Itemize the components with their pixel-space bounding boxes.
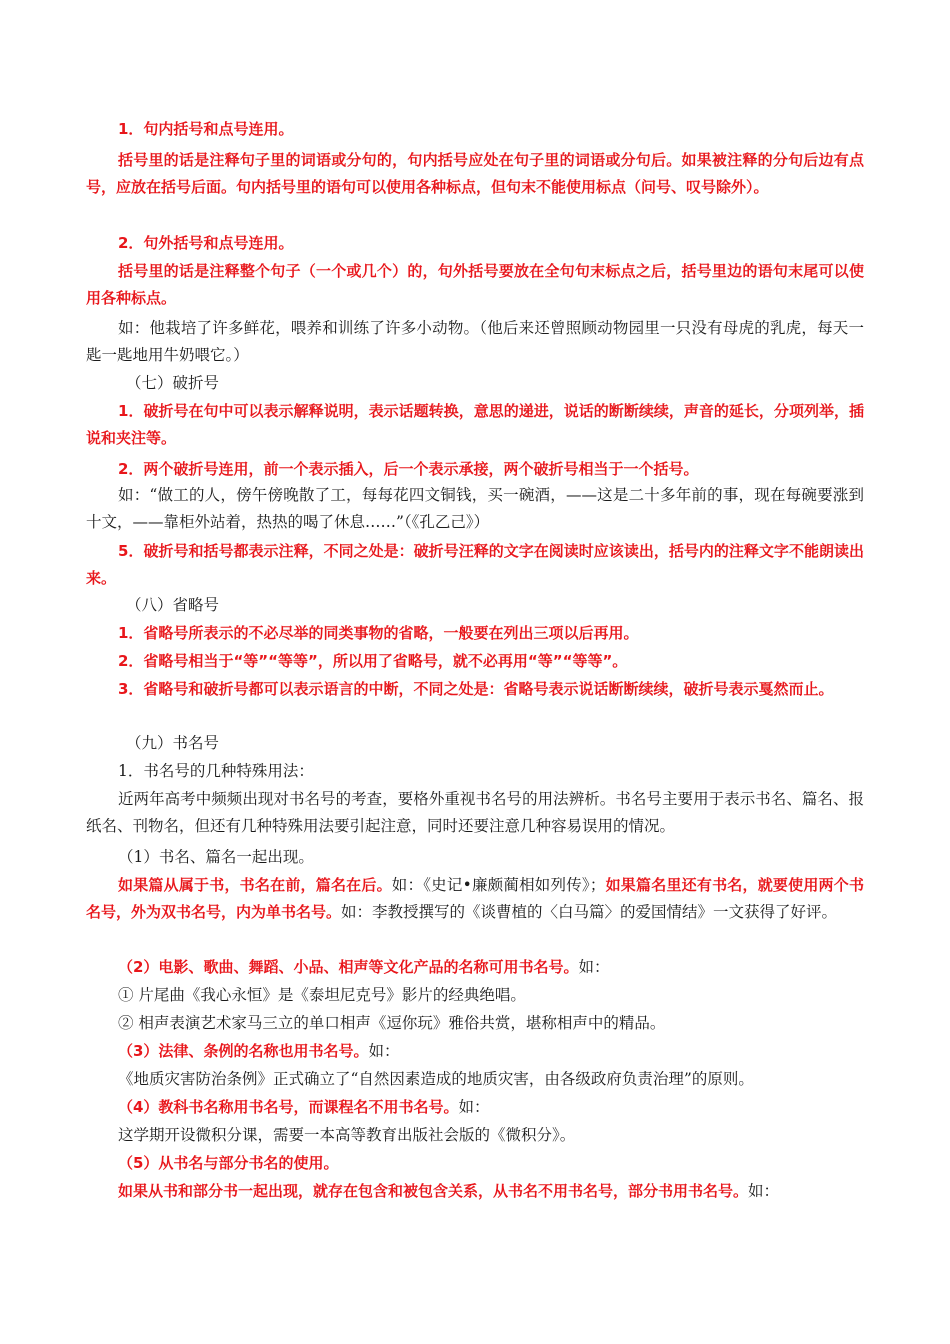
item-2-example-2: ② 相声表演艺术家马三立的单口相声《逗你玩》雅俗共赏，堪称相声中的精品。 [118,1014,666,1032]
item-3-ru: 如： [368,1042,400,1060]
item-1-example-a: 如：《史记•廉颇蔺相如列传》； [391,876,606,894]
paragraph-ellipsis-2: 2．省略号相当于“等”“等等”，所以用了省略号，就不必再用“等”“等等”。 [118,652,628,670]
item-2-example-1: ① 片尾曲《我心永恒》是《泰坦尼克号》影片的经典绝唱。 [118,986,526,1004]
item-1-rule-a: 如果篇从属于书，书名在前，篇名在后。 [118,876,392,894]
example-bracket-outer: 如：他栽培了许多鲜花，喂养和训练了许多小动物。（他后来还曾照顾动物园里一只没有母虎的乳虎，每天一匙一匙地用牛奶喂它。） [86,319,864,364]
item-2-ru: 如： [578,958,610,976]
section-ellipsis-heading: （八）省略号 [126,596,220,614]
heading-bracket-inner: 1．句内括号和点号连用。 [118,120,294,138]
item-4-heading [118,1096,489,1118]
item-2-rule: （2）电影、歌曲、舞蹈、小品、相声等文化产品的名称可用书名号。 [118,958,579,976]
paragraph-item-1 [86,872,864,926]
paragraph-dash-2: 2．两个破折号连用，前一个表示插入，后一个表示承接，两个破折号相当于一个括号。 [118,460,699,478]
item-4-rule: （4）教科书名称用书名号，而课程名不用书名号。 [118,1098,459,1116]
paragraph-bracket-inner: 括号里的话是注释句子里的词语或分句的，句内括号应处在句子里的词语或分句后。如果被注释的分句后边有点号，应放在括号后面。句内括号里的语句可以使用各种标点，但句末不能使用标点（问号、叹号除外）。 [86,151,864,196]
paragraph-ellipsis-3: 3．省略号和破折号都可以表示语言的中断，不同之处是：省略号表示说话断断续续，破折号表示戛然而止。 [118,680,834,698]
example-dash: 如：“做工的人，傍午傍晚散了工，每每花四文铜钱，买一碗酒，——这是二十多年前的事，现在每碗要涨到十文，——靠柜外站着，热热的喝了休息……”（《孔乙己》） [86,486,864,531]
paragraph-dash-5: 5．破折号和括号都表示注释，不同之处是：破折号汪释的文字在阅读时应该读出，括号内的注释文字不能朗读出来。 [86,542,864,587]
paragraph-bracket-outer: 括号里的话是注释整个句子（一个或几个）的，句外括号要放在全句句末标点之后，括号里边的语句末尾可以使用各种标点。 [86,262,864,307]
item-4-example: 这学期开设微积分课，需要一本高等教育出版社会版的《微积分》。 [118,1126,576,1144]
item-5-rule [118,1180,779,1202]
paragraph-ellipsis-1: 1．省略号所表示的不必尽举的同类事物的省略，一般要在列出三项以后再用。 [118,624,639,642]
paragraph-intro-title-marks: 近两年高考中频频出现对书名号的考查，要格外重视书名号的用法辨析。书名号主要用于表示书名、篇名、报纸名、刊物名，但还有几种特殊用法要引起注意，同时还要注意几种容易误用的情况。 [86,790,864,835]
item-1-heading: （1）书名、篇名一起出现。 [118,848,314,866]
item-5-rule-text: 如果从书和部分书一起出现，就存在包含和被包含关系，从书名不用书名号，部分书用书名号。 [118,1182,749,1200]
item-1-rule-b: 如果篇名里还有书名，就要使用两个书名号，外为双书名号，内为单书名号。 [86,876,864,921]
item-3-heading [118,1040,399,1062]
item-4-ru: 如： [458,1098,490,1116]
item-5-ru: 如： [748,1182,780,1200]
section-dash-heading: （七）破折号 [126,374,220,392]
item-2-heading [118,956,609,978]
subheading-special-usage: 1．书名号的几种特殊用法： [118,762,314,780]
section-title-marks-heading: （九）书名号 [126,734,220,752]
item-3-example: 《地质灾害防治条例》正式确立了“自然因素造成的地质灾害，由各级政府负责治理”的原则。 [118,1070,754,1088]
item-3-rule: （3）法律、条例的名称也用书名号。 [118,1042,369,1060]
paragraph-dash-1: 1．破折号在句中可以表示解释说明，表示话题转换，意思的递进，说话的断断续续，声音的延长，分项列举，插说和夹注等。 [86,402,864,447]
heading-bracket-outer: 2．句外括号和点号连用。 [118,234,294,252]
item-1-example-b: 如：李教授撰写的《谈曹植的〈白马篇〉的爱国情结》一文获得了好评。 [341,903,838,921]
item-5-heading: （5）从书名与部分书名的使用。 [118,1154,339,1172]
